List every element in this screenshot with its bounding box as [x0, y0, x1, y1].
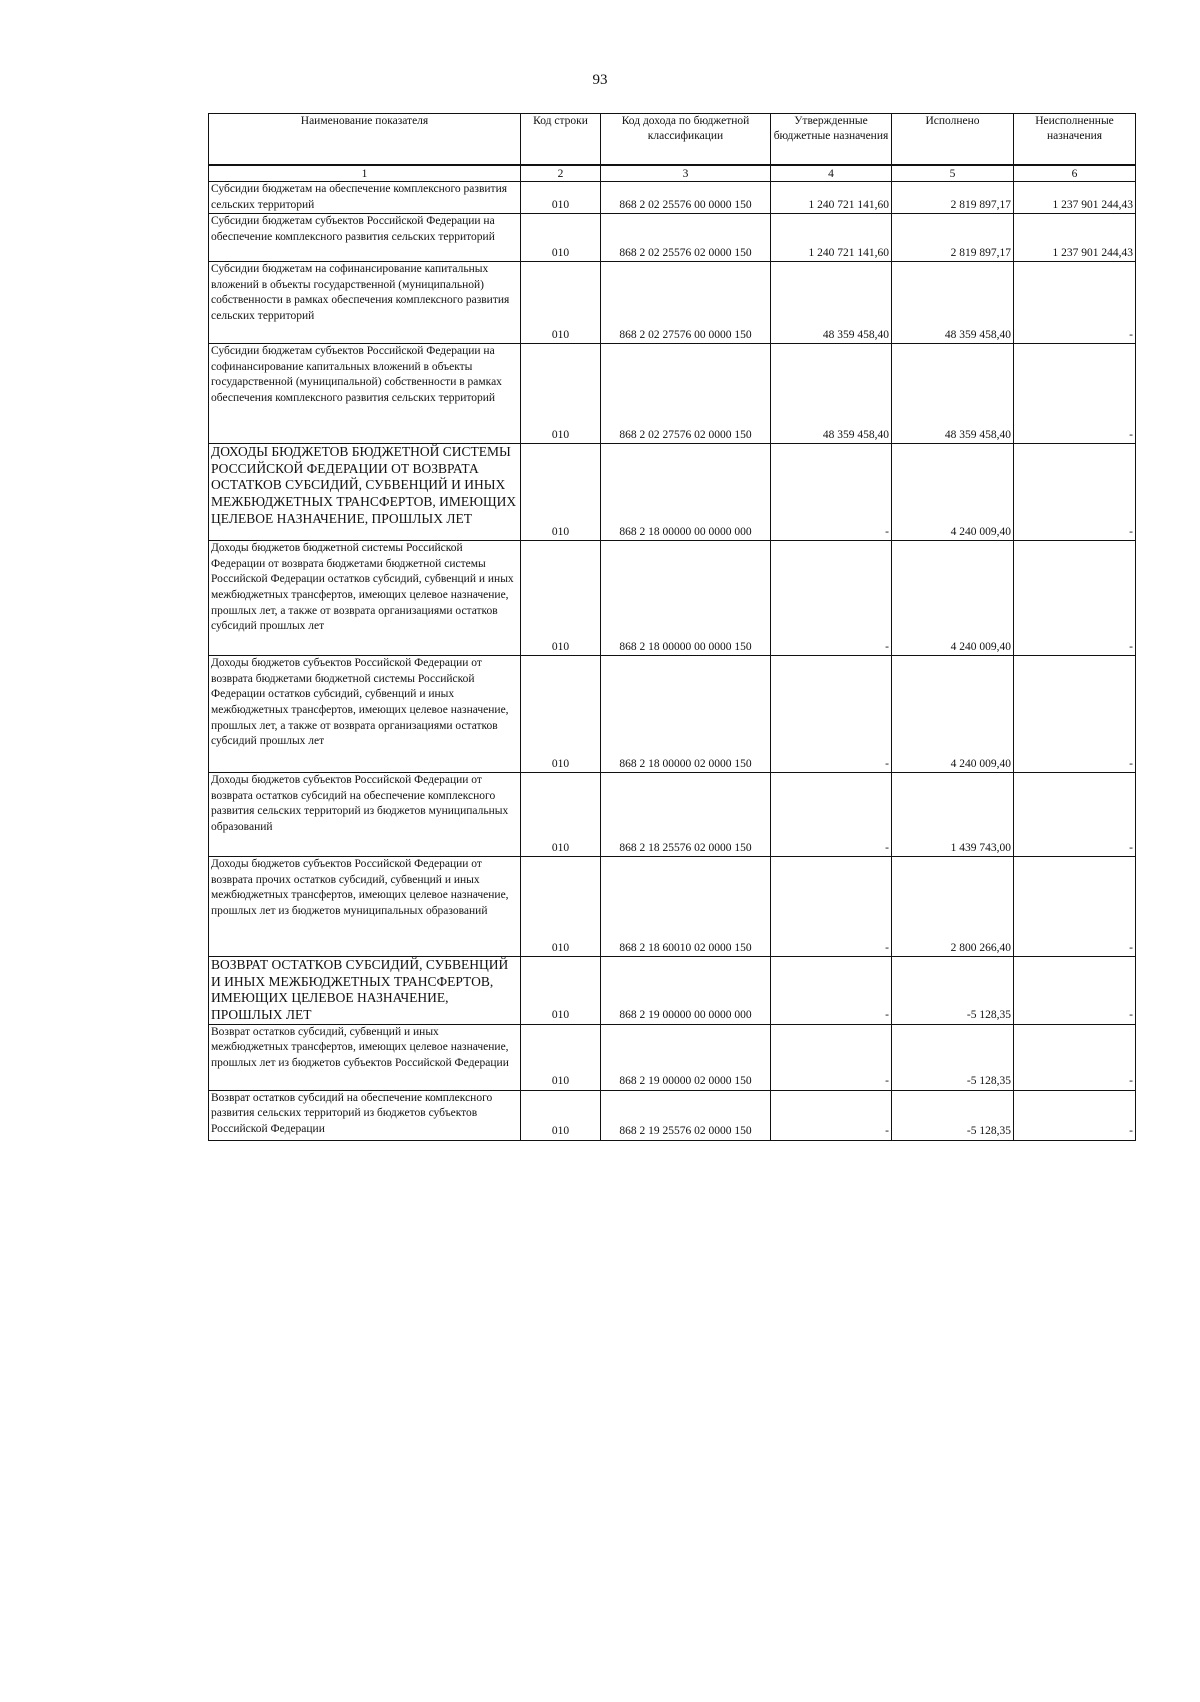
row-code: 010 — [521, 214, 601, 262]
table-row — [209, 773, 1136, 857]
executed-amount: 2 819 897,17 — [892, 182, 1014, 214]
approved-amount: - — [771, 1024, 892, 1090]
row-name: ДОХОДЫ БЮДЖЕТОВ БЮДЖЕТНОЙ СИСТЕМЫ РОССИЙСКОЙ ФЕДЕРАЦИИ ОТ ВОЗВРАТА ОСТАТКОВ СУБСИДИЙ, СУБВЕНЦИЙ И ИНЫХ МЕЖБЮДЖЕТНЫХ ТРАНСФЕРТОВ, ИМЕЮЩИХ ЦЕЛЕВОЕ НАЗНАЧЕНИЕ, ПРОШЛЫХ ЛЕТ — [209, 444, 521, 541]
unexecuted-amount: - — [1014, 344, 1136, 444]
table-row — [209, 214, 1136, 262]
table-row — [209, 182, 1136, 214]
approved-amount: - — [771, 656, 892, 773]
table-row — [209, 957, 1136, 1024]
column-number: 2 — [521, 165, 601, 182]
income-code: 868 2 02 27576 00 0000 150 — [601, 262, 771, 344]
unexecuted-amount: 1 237 901 244,43 — [1014, 214, 1136, 262]
table-row — [209, 262, 1136, 344]
approved-amount: - — [771, 541, 892, 656]
column-number-row — [209, 165, 1136, 182]
row-code: 010 — [521, 344, 601, 444]
income-code: 868 2 02 27576 02 0000 150 — [601, 344, 771, 444]
unexecuted-amount: - — [1014, 773, 1136, 857]
table-row — [209, 344, 1136, 444]
row-code: 010 — [521, 773, 601, 857]
income-code: 868 2 18 00000 00 0000 150 — [601, 541, 771, 656]
income-code: 868 2 18 25576 02 0000 150 — [601, 773, 771, 857]
executed-amount: 1 439 743,00 — [892, 773, 1014, 857]
row-name: Возврат остатков субсидий на обеспечение комплексного развития сельских территорий из бюджетов субъектов Российской Федерации — [209, 1090, 521, 1140]
row-code: 010 — [521, 262, 601, 344]
table-row — [209, 1090, 1136, 1140]
table-row — [209, 1024, 1136, 1090]
approved-amount: 1 240 721 141,60 — [771, 182, 892, 214]
row-code: 010 — [521, 1024, 601, 1090]
unexecuted-amount: - — [1014, 1090, 1136, 1140]
column-number: 6 — [1014, 165, 1136, 182]
income-code: 868 2 19 00000 00 0000 000 — [601, 957, 771, 1024]
unexecuted-amount: - — [1014, 262, 1136, 344]
header-row — [209, 114, 1136, 166]
header-row-code: Код строки — [521, 114, 601, 166]
table-row — [209, 656, 1136, 773]
column-number: 3 — [601, 165, 771, 182]
unexecuted-amount: - — [1014, 656, 1136, 773]
column-number: 1 — [209, 165, 521, 182]
executed-amount: -5 128,35 — [892, 957, 1014, 1024]
approved-amount: 48 359 458,40 — [771, 344, 892, 444]
row-code: 010 — [521, 541, 601, 656]
header-approved: Утвержденные бюджетные назначения — [771, 114, 892, 166]
header-name: Наименование показателя — [209, 114, 521, 166]
income-code: 868 2 18 00000 00 0000 000 — [601, 444, 771, 541]
row-name: Субсидии бюджетам субъектов Российской Федерации на обеспечение комплексного развития сельских территорий — [209, 214, 521, 262]
row-code: 010 — [521, 857, 601, 957]
row-name: ВОЗВРАТ ОСТАТКОВ СУБСИДИЙ, СУБВЕНЦИЙ И ИНЫХ МЕЖБЮДЖЕТНЫХ ТРАНСФЕРТОВ, ИМЕЮЩИХ ЦЕЛЕВОЕ НАЗНАЧЕНИЕ, ПРОШЛЫХ ЛЕТ — [209, 957, 521, 1024]
row-name: Доходы бюджетов субъектов Российской Федерации от возврата прочих остатков субсидий, субвенций и иных межбюджетных трансфертов, имеющих целевое назначение, прошлых лет из бюджетов муниципальных образований — [209, 857, 521, 957]
unexecuted-amount: - — [1014, 857, 1136, 957]
income-code: 868 2 19 00000 02 0000 150 — [601, 1024, 771, 1090]
executed-amount: -5 128,35 — [892, 1024, 1014, 1090]
executed-amount: 2 819 897,17 — [892, 214, 1014, 262]
row-name: Возврат остатков субсидий, субвенций и иных межбюджетных трансфертов, имеющих целевое назначение, прошлых лет из бюджетов субъектов Российской Федерации — [209, 1024, 521, 1090]
header-income-code: Код дохода по бюджетной классификации — [601, 114, 771, 166]
row-name: Доходы бюджетов бюджетной системы Российской Федерации от возврата бюджетами бюджетной системы Российской Федерации остатков субсидий, субвенций и иных межбюджетных трансфертов, имеющих целевое назначение, прошлых лет, а также от возврата организациями остатков субсидий прошлых лет — [209, 541, 521, 656]
unexecuted-amount: 1 237 901 244,43 — [1014, 182, 1136, 214]
approved-amount: - — [771, 857, 892, 957]
row-name: Субсидии бюджетам субъектов Российской Федерации на софинансирование капитальных вложений в объекты государственной (муниципальной) собственности в рамках обеспечения комплексного развития сельских территорий — [209, 344, 521, 444]
page-number: 93 — [592, 72, 608, 88]
row-code: 010 — [521, 182, 601, 214]
approved-amount: - — [771, 957, 892, 1024]
row-code: 010 — [521, 656, 601, 773]
unexecuted-amount: - — [1014, 444, 1136, 541]
unexecuted-amount: - — [1014, 957, 1136, 1024]
executed-amount: 4 240 009,40 — [892, 444, 1014, 541]
column-number: 5 — [892, 165, 1014, 182]
unexecuted-amount: - — [1014, 1024, 1136, 1090]
header-executed: Исполнено — [892, 114, 1014, 166]
executed-amount: 4 240 009,40 — [892, 541, 1014, 656]
income-code: 868 2 18 60010 02 0000 150 — [601, 857, 771, 957]
executed-amount: 48 359 458,40 — [892, 344, 1014, 444]
income-code: 868 2 02 25576 02 0000 150 — [601, 214, 771, 262]
approved-amount: 1 240 721 141,60 — [771, 214, 892, 262]
table-row — [209, 541, 1136, 656]
approved-amount: - — [771, 1090, 892, 1140]
table-row — [209, 857, 1136, 957]
approved-amount: - — [771, 444, 892, 541]
executed-amount: 2 800 266,40 — [892, 857, 1014, 957]
row-code: 010 — [521, 957, 601, 1024]
row-name: Субсидии бюджетам на софинансирование капитальных вложений в объекты государственной (муниципальной) собственности в рамках обеспечения комплексного развития сельских территорий — [209, 262, 521, 344]
income-code: 868 2 02 25576 00 0000 150 — [601, 182, 771, 214]
table-row — [209, 444, 1136, 541]
executed-amount: 4 240 009,40 — [892, 656, 1014, 773]
row-name: Субсидии бюджетам на обеспечение комплексного развития сельских территорий — [209, 182, 521, 214]
income-code: 868 2 19 25576 02 0000 150 — [601, 1090, 771, 1140]
executed-amount: -5 128,35 — [892, 1090, 1014, 1140]
budget-report-table — [208, 113, 1136, 1141]
executed-amount: 48 359 458,40 — [892, 262, 1014, 344]
row-name: Доходы бюджетов субъектов Российской Федерации от возврата остатков субсидий на обеспечение комплексного развития сельских территорий из бюджетов муниципальных образований — [209, 773, 521, 857]
header-unexecuted: Неисполненные назначения — [1014, 114, 1136, 166]
column-number: 4 — [771, 165, 892, 182]
income-code: 868 2 18 00000 02 0000 150 — [601, 656, 771, 773]
row-name: Доходы бюджетов субъектов Российской Федерации от возврата бюджетами бюджетной системы Российской Федерации остатков субсидий, субвенций и иных межбюджетных трансфертов, имеющих целевое назначение, прошлых лет, а также от возврата организациями остатков субсидий прошлых лет — [209, 656, 521, 773]
approved-amount: - — [771, 773, 892, 857]
row-code: 010 — [521, 444, 601, 541]
row-code: 010 — [521, 1090, 601, 1140]
approved-amount: 48 359 458,40 — [771, 262, 892, 344]
unexecuted-amount: - — [1014, 541, 1136, 656]
